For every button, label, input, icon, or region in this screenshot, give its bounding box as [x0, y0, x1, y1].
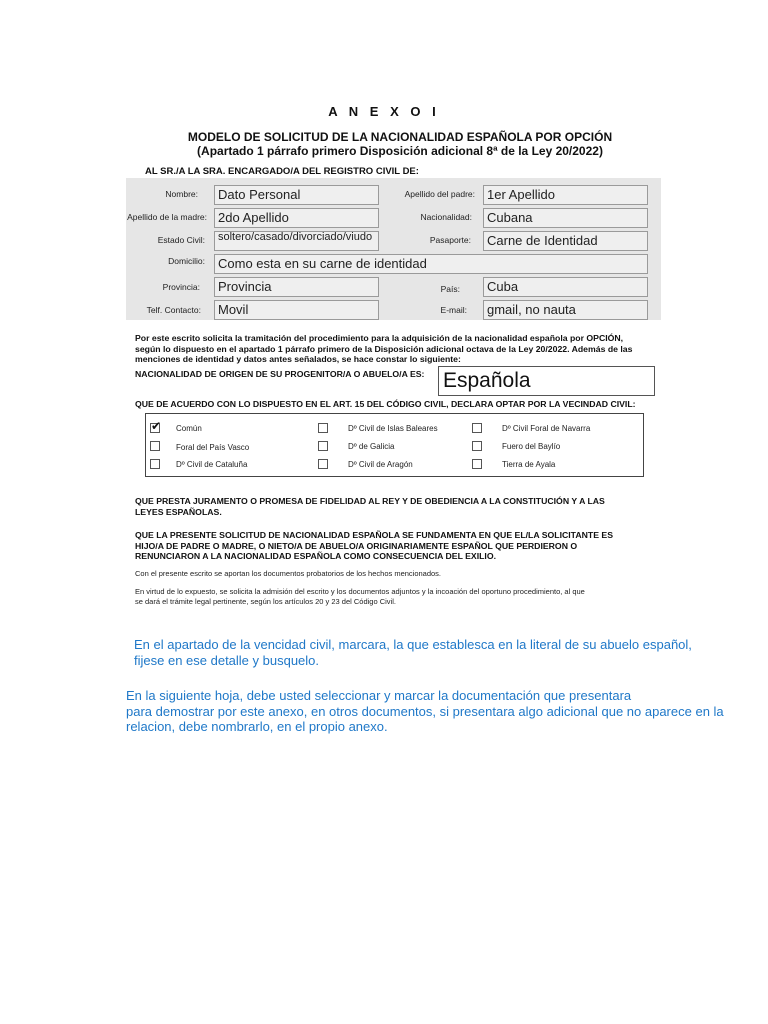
documentation-note-line-3: relacion, debe nombrarlo, en el propio anexo. — [126, 719, 388, 734]
madre-label: Apellido de la madre: — [127, 212, 207, 222]
pais-field[interactable]: Cuba — [483, 277, 648, 297]
telefono-label: Telf. Contacto: — [146, 305, 201, 315]
baylio-option-label: Fuero del Baylío — [502, 442, 561, 451]
ayala-option-label: Tierra de Ayala — [502, 460, 556, 469]
nacionalidad-field[interactable]: Cubana — [483, 208, 648, 228]
email-field[interactable]: gmail, no nauta — [483, 300, 648, 320]
nombre-field[interactable]: Dato Personal — [214, 185, 379, 205]
documentation-note-line-2: para demostrar por este anexo, en otros documentos, si presentara algo adicional que no aparece en la — [126, 703, 724, 719]
subtitle-line-2: (Apartado 1 párrafo primero Disposición adicional 8ª de la Ley 20/2022) — [197, 144, 603, 158]
addressee-heading: AL SR./A LA SRA. ENCARGADO/A DEL REGISTRO CIVIL DE: — [145, 166, 419, 177]
estado-civil-label: Estado Civil: — [157, 235, 205, 245]
virtud-line-1: En virtud de lo expuesto, se solicita la admisión del escrito y los documentos adjuntos y la incoación del oportuno procedimiento, al que — [135, 587, 585, 596]
virtud-paragraph — [135, 587, 675, 607]
galicia-checkbox[interactable] — [318, 441, 328, 451]
annex-title: A N E X O I — [328, 104, 440, 119]
vecindad-note — [134, 637, 754, 668]
aragon-checkbox[interactable] — [318, 459, 328, 469]
fundamento-paragraph — [135, 530, 675, 562]
subtitle-line-1: MODELO DE SOLICITUD DE LA NACIONALIDAD ESPAÑOLA POR OPCIÓN — [187, 130, 613, 144]
baleares-checkbox[interactable] — [318, 423, 328, 433]
fundamento-line-2: HIJO/A DE PADRE O MADRE, O NIETO/A DE ABUELO/A ORIGINARIAMENTE ESPAÑOL QUE PERDIERON O — [135, 540, 578, 551]
documentation-note-line-1: En la siguiente hoja, debe usted seleccionar y marcar la documentación que presentara — [126, 688, 632, 703]
fundamento-line-1: QUE LA PRESENTE SOLICITUD DE NACIONALIDAD ESPAÑOLA SE FUNDAMENTA EN QUE EL/LA SOLICITANTE ES — [135, 530, 613, 540]
email-label: E-mail: — [440, 305, 467, 315]
pasaporte-label: Pasaporte: — [429, 235, 471, 245]
vecindad-note-line-1: En el apartado de la vencidad civil, marcara, la que establesca en la literal de su abuelo español, — [134, 637, 692, 652]
cataluna-option-label: Dº Civil de Cataluña — [176, 460, 248, 469]
baylio-checkbox[interactable] — [472, 441, 482, 451]
comun-checkbox[interactable] — [150, 419, 162, 433]
galicia-option-label: Dº de Galicia — [348, 442, 395, 451]
solicitud-line-1: Por este escrito solicita la tramitación del procedimiento para la adquisición de la nacionalidad española por OPCIÓN, — [135, 333, 624, 343]
aragon-option-label: Dº Civil de Aragón — [348, 460, 413, 469]
vecindad-note-line-2: fijese en ese detalle y busquelo. — [134, 652, 320, 668]
fundamento-line-3: RENUNCIARON A LA NACIONALIDAD ESPAÑOLA COMO CONSECUENCIA DEL EXILIO. — [135, 551, 497, 561]
solicitud-line-3: menciones de identidad y datos antes señalados, se hace constar lo siguiente: — [135, 354, 461, 364]
form-subtitle — [0, 130, 768, 158]
apellido-padre-field[interactable]: 1er Apellido — [483, 185, 648, 205]
solicitud-line-2: según lo dispuesto en el apartado 1 párrafo primero de la Disposición adicional octava de la Ley 20/2022. Además de las — [135, 343, 633, 354]
virtud-line-2: se dará el trámite legal pertinente, según los artículos 20 y 23 del Código Civil. — [135, 597, 396, 606]
comun-option-label: Común — [176, 424, 202, 433]
juramento-line-2: LEYES ESPAÑOLAS. — [135, 506, 222, 517]
baleares-option-label: Dº Civil de Islas Baleares — [348, 424, 438, 433]
pais-label: País: — [440, 284, 460, 294]
telefono-field[interactable]: Movil — [214, 300, 379, 320]
nacionalidad-label: Nacionalidad: — [420, 212, 472, 222]
vecindad-label: QUE DE ACUERDO CON LO DISPUESTO EN EL ART. 15 DEL CÓDIGO CIVIL, DECLARA OPTAR POR LA VECINDAD CIVIL: — [135, 399, 636, 409]
juramento-paragraph — [135, 496, 675, 517]
documentation-note — [126, 688, 766, 735]
nombre-label: Nombre: — [165, 189, 198, 199]
pasaporte-field[interactable]: Carne de Identidad — [483, 231, 648, 251]
juramento-line-1: QUE PRESTA JURAMENTO O PROMESA DE FIDELIDAD AL REY Y DE OBEDIENCIA A LA CONSTITUCIÓN Y A LAS — [135, 496, 605, 506]
navarra-option-label: Dº Civil Foral de Navarra — [502, 424, 591, 433]
domicilio-field[interactable]: Como esta en su carne de identidad — [214, 254, 648, 274]
vasco-checkbox[interactable] — [150, 441, 160, 451]
provincia-label: Provincia: — [162, 282, 200, 292]
apellido-madre-field[interactable]: 2do Apellido — [214, 208, 379, 228]
padre-label: Apellido del padre: — [404, 189, 475, 199]
estado-civil-field[interactable]: soltero/casado/divorciado/viudo — [214, 231, 379, 251]
cataluna-checkbox[interactable] — [150, 459, 160, 469]
origen-field[interactable]: Española — [438, 366, 655, 396]
ayala-checkbox[interactable] — [472, 459, 482, 469]
aportan-text: Con el presente escrito se aportan los documentos probatorios de los hechos mencionados. — [135, 569, 442, 578]
vasco-option-label: Foral del País Vasco — [176, 443, 250, 452]
solicitud-paragraph — [135, 333, 675, 365]
domicilio-label: Domicilio: — [168, 256, 205, 266]
origen-label: NACIONALIDAD DE ORIGEN DE SU PROGENITOR/A O ABUELO/A ES: — [135, 369, 425, 379]
provincia-field[interactable]: Provincia — [214, 277, 379, 297]
check-mark-icon: ✔ — [151, 419, 162, 433]
navarra-checkbox[interactable] — [472, 423, 482, 433]
